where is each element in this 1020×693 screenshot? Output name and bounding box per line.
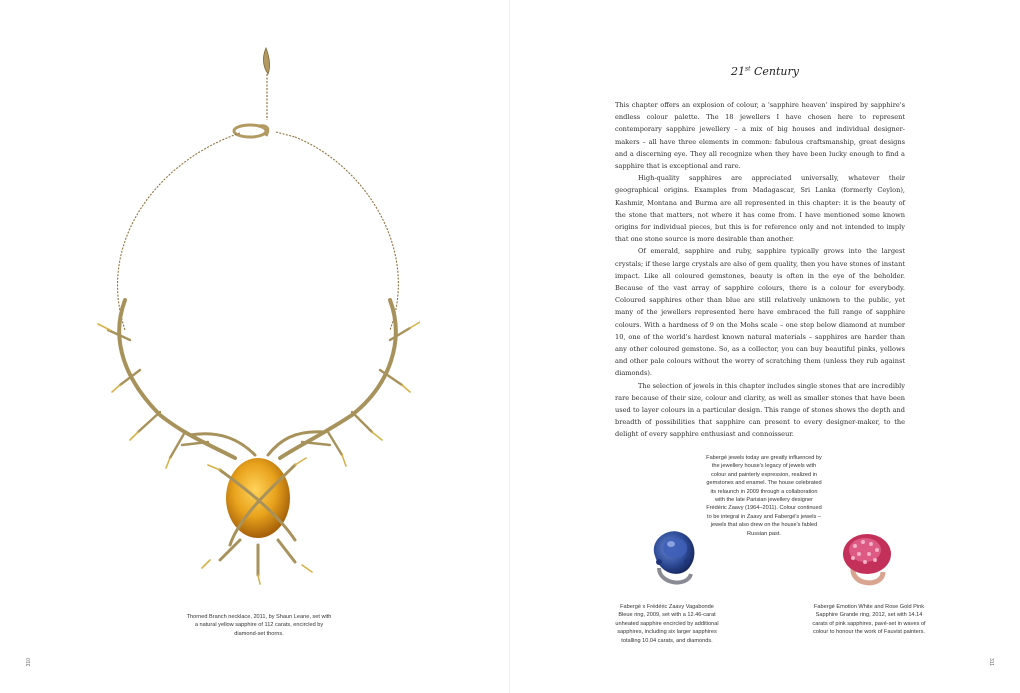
page-number-right: 311 <box>988 658 994 666</box>
title-number: 21 <box>731 65 745 78</box>
title-suffix: st <box>745 65 751 73</box>
blue-sapphire-ring-image <box>645 526 701 592</box>
right-page <box>510 0 1020 693</box>
necklace-illustration <box>90 40 420 585</box>
paragraph-2: High-quality sapphires are appreciated universally, whatever their geographical origins. Examples from Madagascar, Sri Lanka (formerly Ceylon), Kashmir, Montana and Burma are all represented in this chapter: it is the beauty of the stone that matters, not where it has come from. I have mentioned some known origins for individual pieces, but this is for reference only and not intended to imply that one stone source is more desirable than another. <box>615 174 905 244</box>
blue-ring-caption: Fabergé x Frédéric Zaavy Vagabonde Bleue ring, 2009, set with a 12.46-carat unheated sapphire encircled by additional sapphires, including six larger sapphires totalling 10.04 carats, and diamonds. <box>615 604 719 644</box>
pink-sapphire-ring-image <box>837 528 897 590</box>
page-number-left: 310 <box>26 658 32 667</box>
paragraph-3: Of emerald, sapphire and ruby, sapphire typically grows into the largest crystals; if these large crystals are also of gem quality, then you have stones of instant impact. Like all coloured gemstones, beauty is often in the eye of the beholder. Because of the vast array of sapphire colours, there is a colour for everybody. Coloured sapphires other than blue are still relatively unknown to the public, yet many of the jewellers represented here have embraced the full range of sapphire colours. With a hardness of 9 on the Mohs scale – one step below diamond at number 10, one of the world's hardest known natural materials – sapphires are harder than any other coloured gemstone. So, as a collector, you can buy beautiful pinks, yellows and other pale colours without the worry of scratching them (unless they rub against diamonds). <box>615 247 905 378</box>
pink-ring-caption: Fabergé Emotion White and Rose Gold Pink Sapphire Grande ring, 2012, set with 14.14 carats of pink sapphires, pavé-set in waves of colour to honour the work of Fauvist painters. <box>812 604 926 636</box>
paragraph-1: This chapter offers an explosion of colour, a 'sapphire heaven' inspired by sapphire's endless colour palette. The 18 jewellers I have chosen here to represent contemporary sapphire jewellery – a mix of big houses and individual designer-makers – all have three elements in common: fabulous craftsmanship, great designs and a discerning eye. They all recognize when they have been lucky enough to find a sapphire that is exceptional and rare. <box>615 101 905 171</box>
faberge-intro-caption: Fabergé jewels today are greatly influenced by the jewellery house's legacy of jewels with colour and painterly expression, realized in gemstones and enamel. The house celebrated its relaunch in 2009 through a collaboration with the late Parisian jewellery designer Frédéric Zaavy (1964–2011). Colour continued to be integral in Zaavy and Fabergé's jewels – jewels that also drew on the house's fabled Russian past. <box>706 455 822 537</box>
body-text <box>615 99 905 441</box>
paragraph-4: The selection of jewels in this chapter includes single stones that are incredibly rare because of their size, colour and clarity, as well as smaller stones that have been used to layer colours in a particular design. This range of stones shows the depth and breadth of possibilities that sapphire can present to every designer-maker, to the delight of every sapphire enthusiast and connoisseur. <box>615 381 905 439</box>
blue-sapphire-ring-icon <box>645 526 701 592</box>
title-word: Century <box>754 65 799 78</box>
pink-sapphire-ring-icon <box>837 528 897 590</box>
chapter-title <box>510 65 1020 78</box>
necklace-caption: Thorned Branch necklace, 2011, by Shaun Leane, set with a natural yellow sapphire of 112 carats, encircled by diamond-set thorns. <box>186 614 332 637</box>
